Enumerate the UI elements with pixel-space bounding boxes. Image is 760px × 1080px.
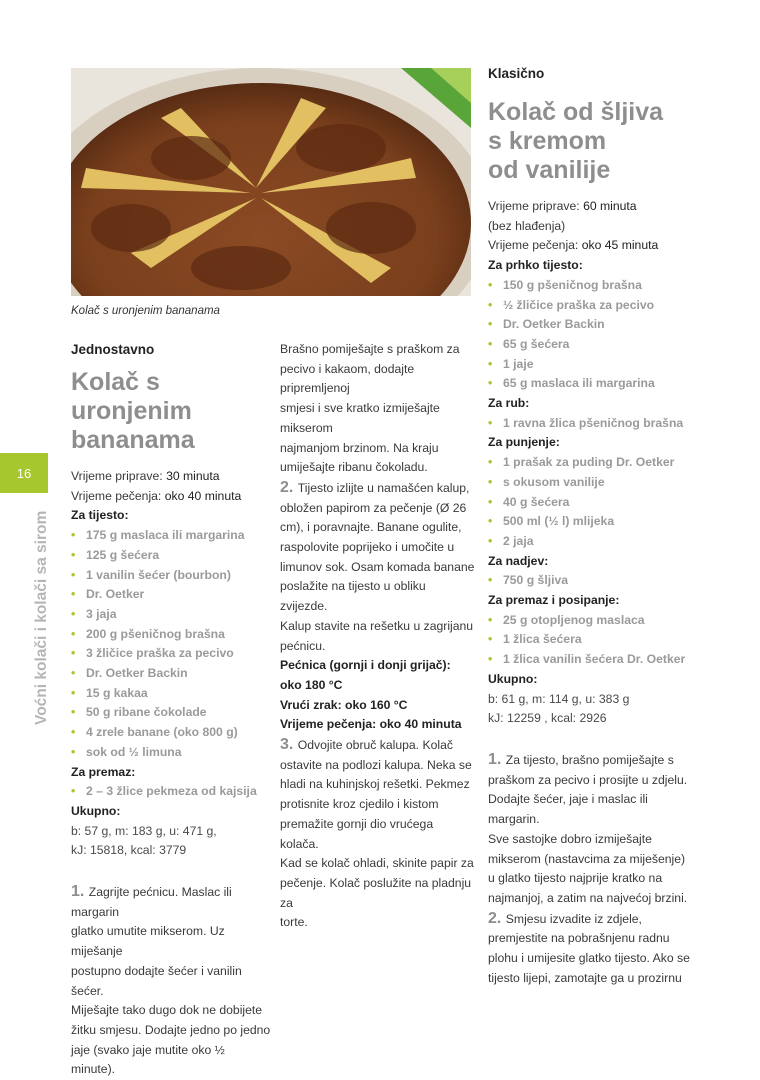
step-text: glatko umutite mikserom. Uz miješanje bbox=[71, 924, 225, 959]
recipe1-steps-continued bbox=[280, 340, 475, 933]
recipe2-title-line3: od vanilije bbox=[488, 156, 611, 184]
step-line-numbered bbox=[488, 909, 698, 930]
ingredient-item: • 175 g maslaca ili margarina bbox=[71, 526, 271, 546]
step-line: smjesi i sve kratko izmiješajte mikserom bbox=[280, 401, 440, 435]
recipe1-total-heading: Ukupno: bbox=[71, 803, 121, 818]
bake-value: oko 45 minuta bbox=[581, 238, 659, 253]
ingredient-item: • 2 jaja bbox=[488, 532, 698, 552]
ingredient-item: • 3 jaja bbox=[71, 605, 271, 625]
ingredient-item: • 1 žlica vanilin šećera Dr. Oetker bbox=[488, 650, 698, 670]
step-line: Kad se kolač ohladi, skinite papir za bbox=[280, 856, 474, 871]
recipe2-title-line2: s kremom bbox=[488, 127, 607, 155]
bake-label: Vrijeme pečenja: bbox=[71, 488, 165, 503]
step-text: žitku smjesu. Dodajte jedno po jedno bbox=[71, 1022, 271, 1037]
page-number: 16 bbox=[0, 453, 48, 493]
ingredient-item: • Dr. Oetker Backin bbox=[488, 315, 698, 335]
step-text: Tijesto izlijte u namašćen kalup, bbox=[297, 480, 470, 495]
recipe2-topping-heading: Za nadjev: bbox=[488, 553, 549, 568]
ingredient-item: • 1 žlica šećera bbox=[488, 630, 698, 650]
ingredient-item: • 65 g maslaca ili margarina bbox=[488, 374, 698, 394]
step-number: 2. bbox=[280, 478, 298, 496]
step-number: 3. bbox=[280, 736, 298, 754]
step-line: pečenje. Kolač poslužite na pladnju za bbox=[280, 875, 472, 910]
step-text: postupno dodajte šećer i vanilin šećer. bbox=[71, 963, 242, 998]
ingredient-item: • 4 zrele banane (oko 800 g) bbox=[71, 723, 271, 743]
step-text: Za tijesto, brašno pomiješajte s bbox=[505, 752, 674, 767]
step-line: obložen papirom za pečenje (Ø 26 bbox=[280, 500, 467, 515]
prep-value: 60 minuta bbox=[583, 199, 637, 213]
recipe1-nutrition-line2: kJ: 15818, kcal: 3779 bbox=[71, 843, 187, 858]
recipe2-coat-heading: Za premaz i posipanje: bbox=[488, 593, 620, 608]
step-text: Zagrijte pećnicu. Maslac ili margarin bbox=[71, 885, 232, 919]
step-line: premažite gornji dio vrućega kolača. bbox=[280, 816, 434, 851]
ingredient-item: • 1 vanilin šećer (bourbon) bbox=[71, 566, 271, 586]
ingredient-item: • 500 ml (½ l) mlijeka bbox=[488, 512, 698, 532]
ingredient-item: • sok od ½ limuna bbox=[71, 743, 271, 763]
ingredient-item: • 65 g šećera bbox=[488, 335, 698, 355]
step-line: ostavite na podlozi kalupa. Neka se bbox=[280, 757, 472, 772]
recipe2-steps bbox=[488, 750, 698, 988]
step-line: Brašno pomiješajte s praškom za bbox=[280, 342, 460, 356]
step-text: Miješajte tako dugo dok ne dobijete bbox=[71, 1003, 263, 1018]
ingredient-item: • 750 g šljiva bbox=[488, 571, 698, 591]
step-line: umiješajte ribanu čokoladu. bbox=[280, 460, 428, 475]
step-line: pećnicu. bbox=[280, 638, 326, 653]
step-number: 1. bbox=[71, 883, 89, 901]
cake-photo bbox=[71, 68, 471, 296]
ingredient-item: • 40 g šećera bbox=[488, 493, 698, 513]
baking-setting-line: Vrući zrak: oko 160 °C bbox=[280, 697, 408, 712]
recipe1-glaze-heading: Za premaz: bbox=[71, 764, 136, 779]
recipe1-steps bbox=[71, 882, 271, 1080]
recipe1-dough-heading: Za tijesto: bbox=[71, 508, 129, 523]
recipe2-bake-time bbox=[488, 236, 698, 256]
ingredient-item: • Dr. Oetker bbox=[71, 585, 271, 605]
recipe2-nutrition-line2: kJ: 12259 , kcal: 2926 bbox=[488, 711, 607, 726]
recipe2-nutrition-line1: b: 61 g, m: 114 g, u: 383 g bbox=[488, 691, 630, 706]
step-text: Odvojite obruč kalupa. Kolač bbox=[297, 738, 453, 753]
prep-label: Vrijeme priprave: bbox=[71, 469, 167, 483]
step-line bbox=[71, 962, 271, 1001]
recipe2-topping-list bbox=[488, 571, 698, 591]
step-text: Smjesu izvadite iz zdjele, bbox=[505, 911, 642, 926]
step-line: torte. bbox=[280, 915, 308, 930]
ingredient-item: • 3 žličice praška za pecivo bbox=[71, 644, 271, 664]
recipe2-prep-time bbox=[488, 197, 698, 217]
step-line bbox=[71, 1001, 271, 1021]
recipe2-dough-heading: Za prhko tijesto: bbox=[488, 258, 583, 273]
ingredient-item: • 1 jaje bbox=[488, 355, 698, 375]
step-line: mikserom (nastavcima za miješenje) bbox=[488, 851, 686, 866]
ingredient-item: • 2 – 3 žlice pekmeza od kajsija bbox=[71, 782, 271, 802]
ingredient-item: • 150 g pšeničnog brašna bbox=[488, 276, 698, 296]
step-line: poslažite na tijesto u obliku zvijezde. bbox=[280, 579, 426, 614]
recipe2-filling-list bbox=[488, 453, 698, 552]
ingredient-item: • 1 ravna žlica pšeničnog brašna bbox=[488, 414, 698, 434]
recipe2-title bbox=[488, 98, 698, 185]
baking-setting-line: Pećnica (gornji i donji grijač): bbox=[280, 658, 451, 673]
step-line: Dodajte šećer, jaje i maslac ili margarin. bbox=[488, 792, 648, 827]
recipe2-total-heading: Ukupno: bbox=[488, 671, 538, 686]
recipe2-filling-heading: Za punjenje: bbox=[488, 435, 560, 450]
step-line bbox=[71, 922, 271, 961]
recipe1-bake-time bbox=[71, 487, 271, 507]
step-line: protisnite kroz cjedilo i kistom bbox=[280, 797, 439, 812]
step-line: pecivo i kakaom, dodajte pripremljenoj bbox=[280, 361, 415, 396]
recipe2-coat-list bbox=[488, 611, 698, 670]
recipe2-rim-heading: Za rub: bbox=[488, 396, 530, 411]
recipe1-title-line1: Kolač s uronjenim bbox=[71, 368, 192, 425]
recipe1-level: Jednostavno bbox=[71, 342, 155, 357]
ingredient-item: • 50 g ribane čokolade bbox=[71, 703, 271, 723]
ingredient-item: • s okusom vanilije bbox=[488, 473, 698, 493]
recipe1-title bbox=[71, 368, 271, 455]
step-number: 1. bbox=[488, 750, 506, 768]
step-line bbox=[71, 1021, 271, 1041]
ingredient-item: • ½ žličice praška za pecivo bbox=[488, 296, 698, 316]
step-line: praškom za pecivo i prosijte u zdjelu. bbox=[488, 772, 688, 787]
baking-setting-line: Vrijeme pečenja: oko 40 minuta bbox=[280, 717, 462, 732]
step-line: najmanjom brzinom. Na kraju bbox=[280, 440, 439, 455]
ingredient-item: • 200 g pšeničnog brašna bbox=[71, 625, 271, 645]
step-line: hladi na kuhinjskoj rešetki. Pekmez bbox=[280, 777, 470, 792]
bake-label: Vrijeme pečenja: bbox=[488, 238, 582, 253]
recipe2-dough-list bbox=[488, 276, 698, 394]
ingredient-item: • 15 g kakaa bbox=[71, 684, 271, 704]
step-line: Kalup stavite na rešetku u zagrijanu bbox=[280, 618, 474, 633]
recipe2-column bbox=[488, 62, 698, 988]
ingredient-item: • 125 g šećera bbox=[71, 546, 271, 566]
step-line: cm), i poravnajte. Banane ogulite, bbox=[280, 520, 462, 535]
step-line: limunov sok. Osam komada banane bbox=[280, 559, 475, 574]
step-line-numbered bbox=[280, 478, 475, 499]
step-line: raspolovite poprijeko i umočite u bbox=[280, 540, 455, 555]
ingredient-item: • 25 g otopljenog maslaca bbox=[488, 611, 698, 631]
step-line: tijesto lijepi, zamotajte ga u prozirnu bbox=[488, 970, 682, 985]
section-label: Voćni kolači i kolači sa sirom bbox=[33, 510, 50, 725]
recipe1-dough-list bbox=[71, 526, 271, 762]
ingredient-item: • Dr. Oetker Backin bbox=[71, 664, 271, 684]
recipe2-title-line1: Kolač od šljiva bbox=[488, 98, 664, 126]
step-line bbox=[71, 1041, 271, 1080]
recipe1-nutrition-line1: b: 57 g, m: 183 g, u: 471 g, bbox=[71, 823, 217, 838]
step-text: jaje (svako jaje mutite oko ½ minute). bbox=[71, 1042, 225, 1077]
recipe1-glaze-list bbox=[71, 782, 271, 802]
step-line-numbered bbox=[488, 750, 698, 771]
baking-setting-line: oko 180 °C bbox=[280, 677, 343, 692]
recipe1-title-line2: bananama bbox=[71, 426, 195, 454]
ingredient-item: • 1 prašak za puding Dr. Oetker bbox=[488, 453, 698, 473]
photo-caption: Kolač s uronjenim bananama bbox=[71, 305, 220, 317]
recipe2-rim-list bbox=[488, 414, 698, 434]
step-line: u glatko tijesto najprije kratko na bbox=[488, 871, 663, 886]
step-line: plohu i umijesite glatko tijesto. Ako se bbox=[488, 951, 690, 966]
bake-value: oko 40 minuta bbox=[164, 488, 242, 503]
step-line: premjestite na pobrašnjenu radnu bbox=[488, 931, 670, 946]
step-line: Sve sastojke dobro izmiješajte bbox=[488, 831, 652, 846]
recipe2-level: Klasično bbox=[488, 66, 545, 81]
prep-value: 30 minuta bbox=[166, 469, 220, 483]
recipe1-column bbox=[71, 340, 271, 1080]
prep-label: Vrijeme priprave: bbox=[488, 199, 584, 213]
step-line-numbered bbox=[280, 735, 475, 756]
step-number: 2. bbox=[488, 909, 506, 927]
recipe1-prep-time bbox=[71, 467, 271, 487]
step-line bbox=[71, 882, 271, 922]
recipe2-prep-note: (bez hlađenja) bbox=[488, 218, 566, 233]
step-line: najmanjoj, a zatim na najvećoj brzini. bbox=[488, 890, 688, 905]
